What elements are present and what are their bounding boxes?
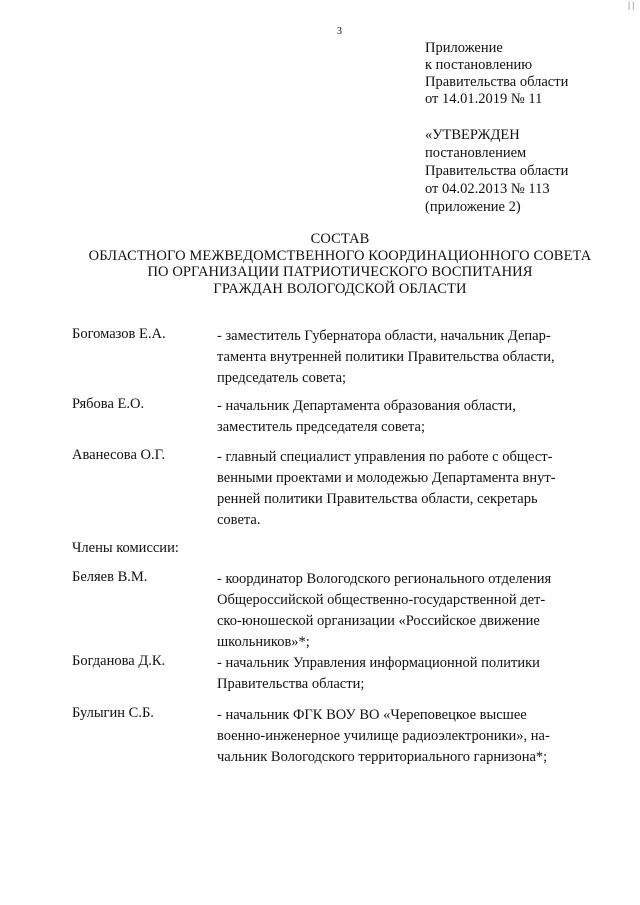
- role-line: Правительства области;: [217, 676, 365, 692]
- title-line: СОСТАВ: [310, 231, 370, 247]
- role-line: - главный специалист управления по работе с общест-: [217, 449, 553, 465]
- member-role: [217, 705, 550, 768]
- role-line: Общероссийской общественно-государственной дет-: [217, 592, 546, 608]
- role-line: ренней политики Правительства области, секретарь: [217, 491, 538, 507]
- member-name: Рябова Е.О.: [72, 396, 145, 412]
- document-title: [20, 231, 640, 297]
- member-role: [217, 396, 516, 438]
- corner-mark: | |: [628, 0, 634, 10]
- member-role: [217, 326, 555, 389]
- members-section-label: Члены комиссии:: [72, 540, 179, 556]
- appendix-block: [425, 40, 568, 108]
- approved-line: от 04.02.2013 № 113: [425, 181, 550, 197]
- title-line: ПО ОРГАНИЗАЦИИ ПАТРИОТИЧЕСКОГО ВОСПИТАНИЯ: [147, 264, 533, 280]
- member-name: Богомазов Е.А.: [72, 326, 166, 342]
- member-name: Беляев В.М.: [72, 569, 148, 585]
- role-line: совета.: [217, 512, 261, 528]
- member-role: [217, 569, 551, 653]
- role-line: - начальник ФГК ВОУ ВО «Череповецкое высшее: [217, 707, 527, 723]
- page-number: 3: [337, 26, 342, 37]
- appendix-line: от 14.01.2019 № 11: [425, 91, 543, 107]
- approved-line: «УТВЕРЖДЕН: [425, 127, 520, 143]
- approved-line: (приложение 2): [425, 199, 521, 215]
- role-line: заместитель председателя совета;: [217, 419, 426, 435]
- role-line: венными проектами и молодежью Департамента внут-: [217, 470, 556, 486]
- member-role: [217, 653, 540, 695]
- role-line: тамента внутренней политики Правительства области,: [217, 349, 555, 365]
- role-line: - начальник Управления информационной политики: [217, 655, 540, 671]
- role-line: - начальник Департамента образования области,: [217, 398, 516, 414]
- appendix-line: к постановлению: [425, 57, 533, 73]
- title-line: ГРАЖДАН ВОЛОГОДСКОЙ ОБЛАСТИ: [213, 280, 467, 297]
- role-line: чальник Вологодского территориального гарнизона*;: [217, 749, 548, 765]
- role-line: школьников»*;: [217, 634, 310, 650]
- approved-line: Правительства области: [425, 163, 569, 179]
- appendix-line: Приложение: [425, 40, 503, 56]
- member-name: Аванесова О.Г.: [72, 447, 165, 463]
- member-role: [217, 447, 556, 531]
- role-line: военно-инженерное училище радиоэлектроники», на-: [217, 728, 550, 744]
- role-line: ско-юношеской организации «Российское движение: [217, 613, 540, 629]
- role-line: председатель совета;: [217, 370, 347, 386]
- approved-line: постановлением: [425, 145, 527, 161]
- role-line: - заместитель Губернатора области, начальник Депар-: [217, 328, 551, 344]
- title-line: ОБЛАСТНОГО МЕЖВЕДОМСТВЕННОГО КООРДИНАЦИОННОГО СОВЕТА: [88, 247, 592, 264]
- member-name: Булыгин С.Б.: [72, 705, 154, 721]
- member-name: Богданова Д.К.: [72, 653, 166, 669]
- appendix-line: Правительства области: [425, 74, 569, 90]
- role-line: - координатор Вологодского регионального отделения: [217, 571, 552, 587]
- approved-block: [425, 126, 568, 216]
